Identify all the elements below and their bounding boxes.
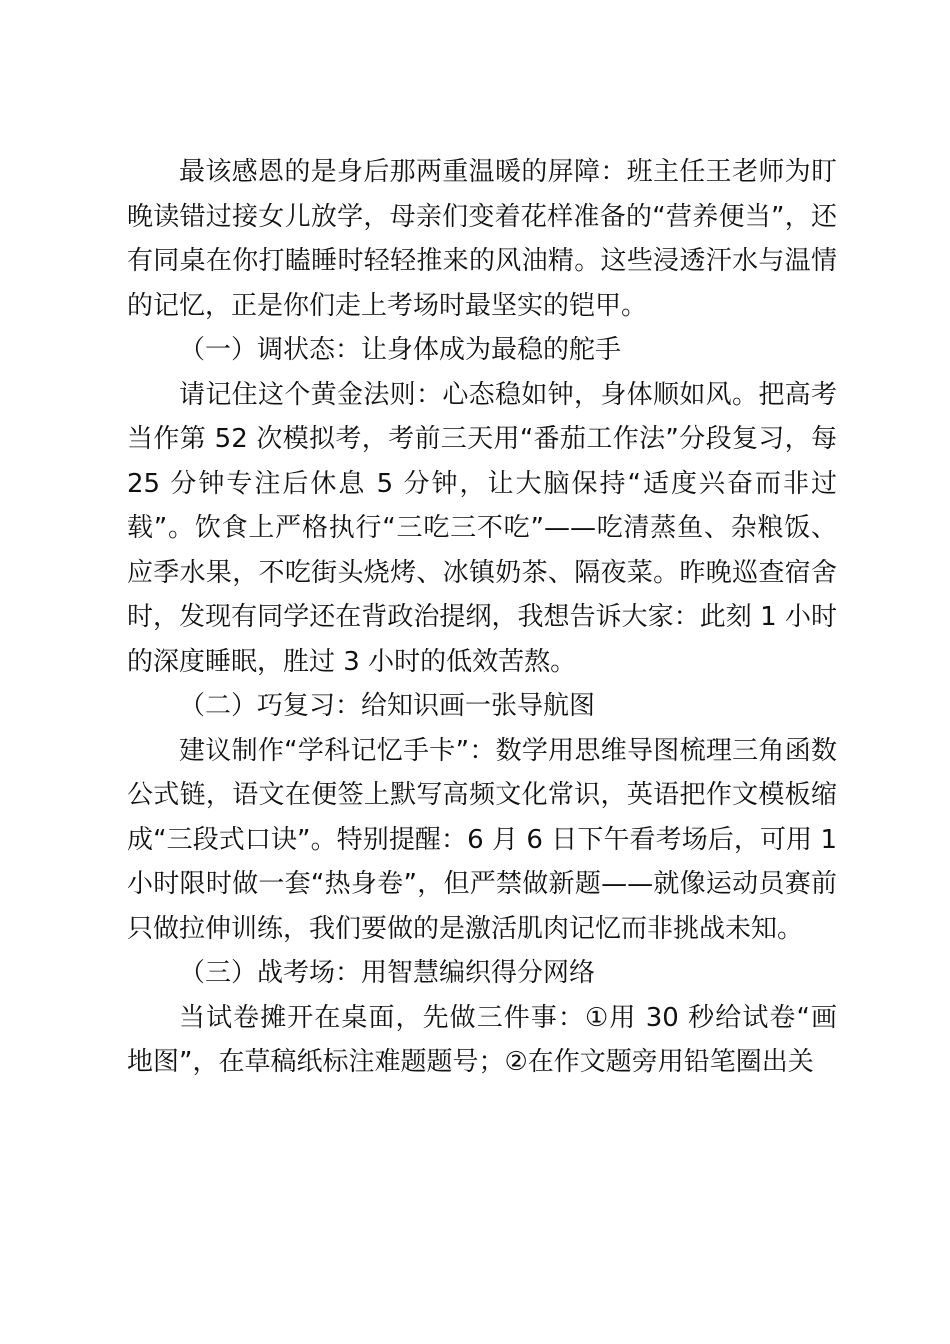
paragraph-gratitude: 最该感恩的是身后那两重温暖的屏障：班主任王老师为盯晚读错过接女儿放学，母亲们变着花样准备的“营养便当”，还有同桌在你打瞌睡时轻轻推来的风油精。这些浸透汗水与温情的记忆，正是你们走上考场时最坚实的铠甲。 — [127, 157, 837, 321]
section-heading-3: （三）战考场：用智慧编织得分网络 — [179, 958, 596, 988]
paragraph-exam: 当试卷摊开在桌面，先做三件事：①用 30 秒给试卷“画地图”，在草稿纸标注难题题号；②在作文题旁用铅笔圈出关 — [127, 1002, 837, 1077]
document-body — [127, 150, 837, 1085]
paragraph-state: 请记住这个黄金法则：心态稳如钟，身体顺如风。把高考当作第 52 次模拟考，考前三天用“番茄工作法”分段复习，每 25 分钟专注后休息 5 分钟，让大脑保持“适度兴奋而非过载”。饮食上严格执行“三吃三不吃”——吃清蒸鱼、杂粮饭、应季水果，不吃街头烧烤、冰镇奶茶、隔夜菜。昨晚巡查宿舍时，发现有同学还在背政治提纲，我想告诉大家：此刻 1 小时的深度睡眠，胜过 3 小时的低效苦熬。 — [127, 379, 837, 677]
section-heading-1: （一）调状态：让身体成为最稳的舵手 — [179, 335, 622, 365]
paragraph-review: 建议制作“学科记忆手卡”：数学用思维导图梳理三角函数公式链，语文在便签上默写高频文化常识，英语把作文模板缩成“三段式口诀”。特别提醒：6 月 6 日下午看考场后，可用 1 小时限时做一套“热身卷”，但严禁做新题——就像运动员赛前只做拉伸训练，我们要做的是激活肌肉记忆而非挑战未知。 — [127, 735, 837, 944]
section-heading-2: （二）巧复习：给知识画一张导航图 — [179, 691, 596, 721]
